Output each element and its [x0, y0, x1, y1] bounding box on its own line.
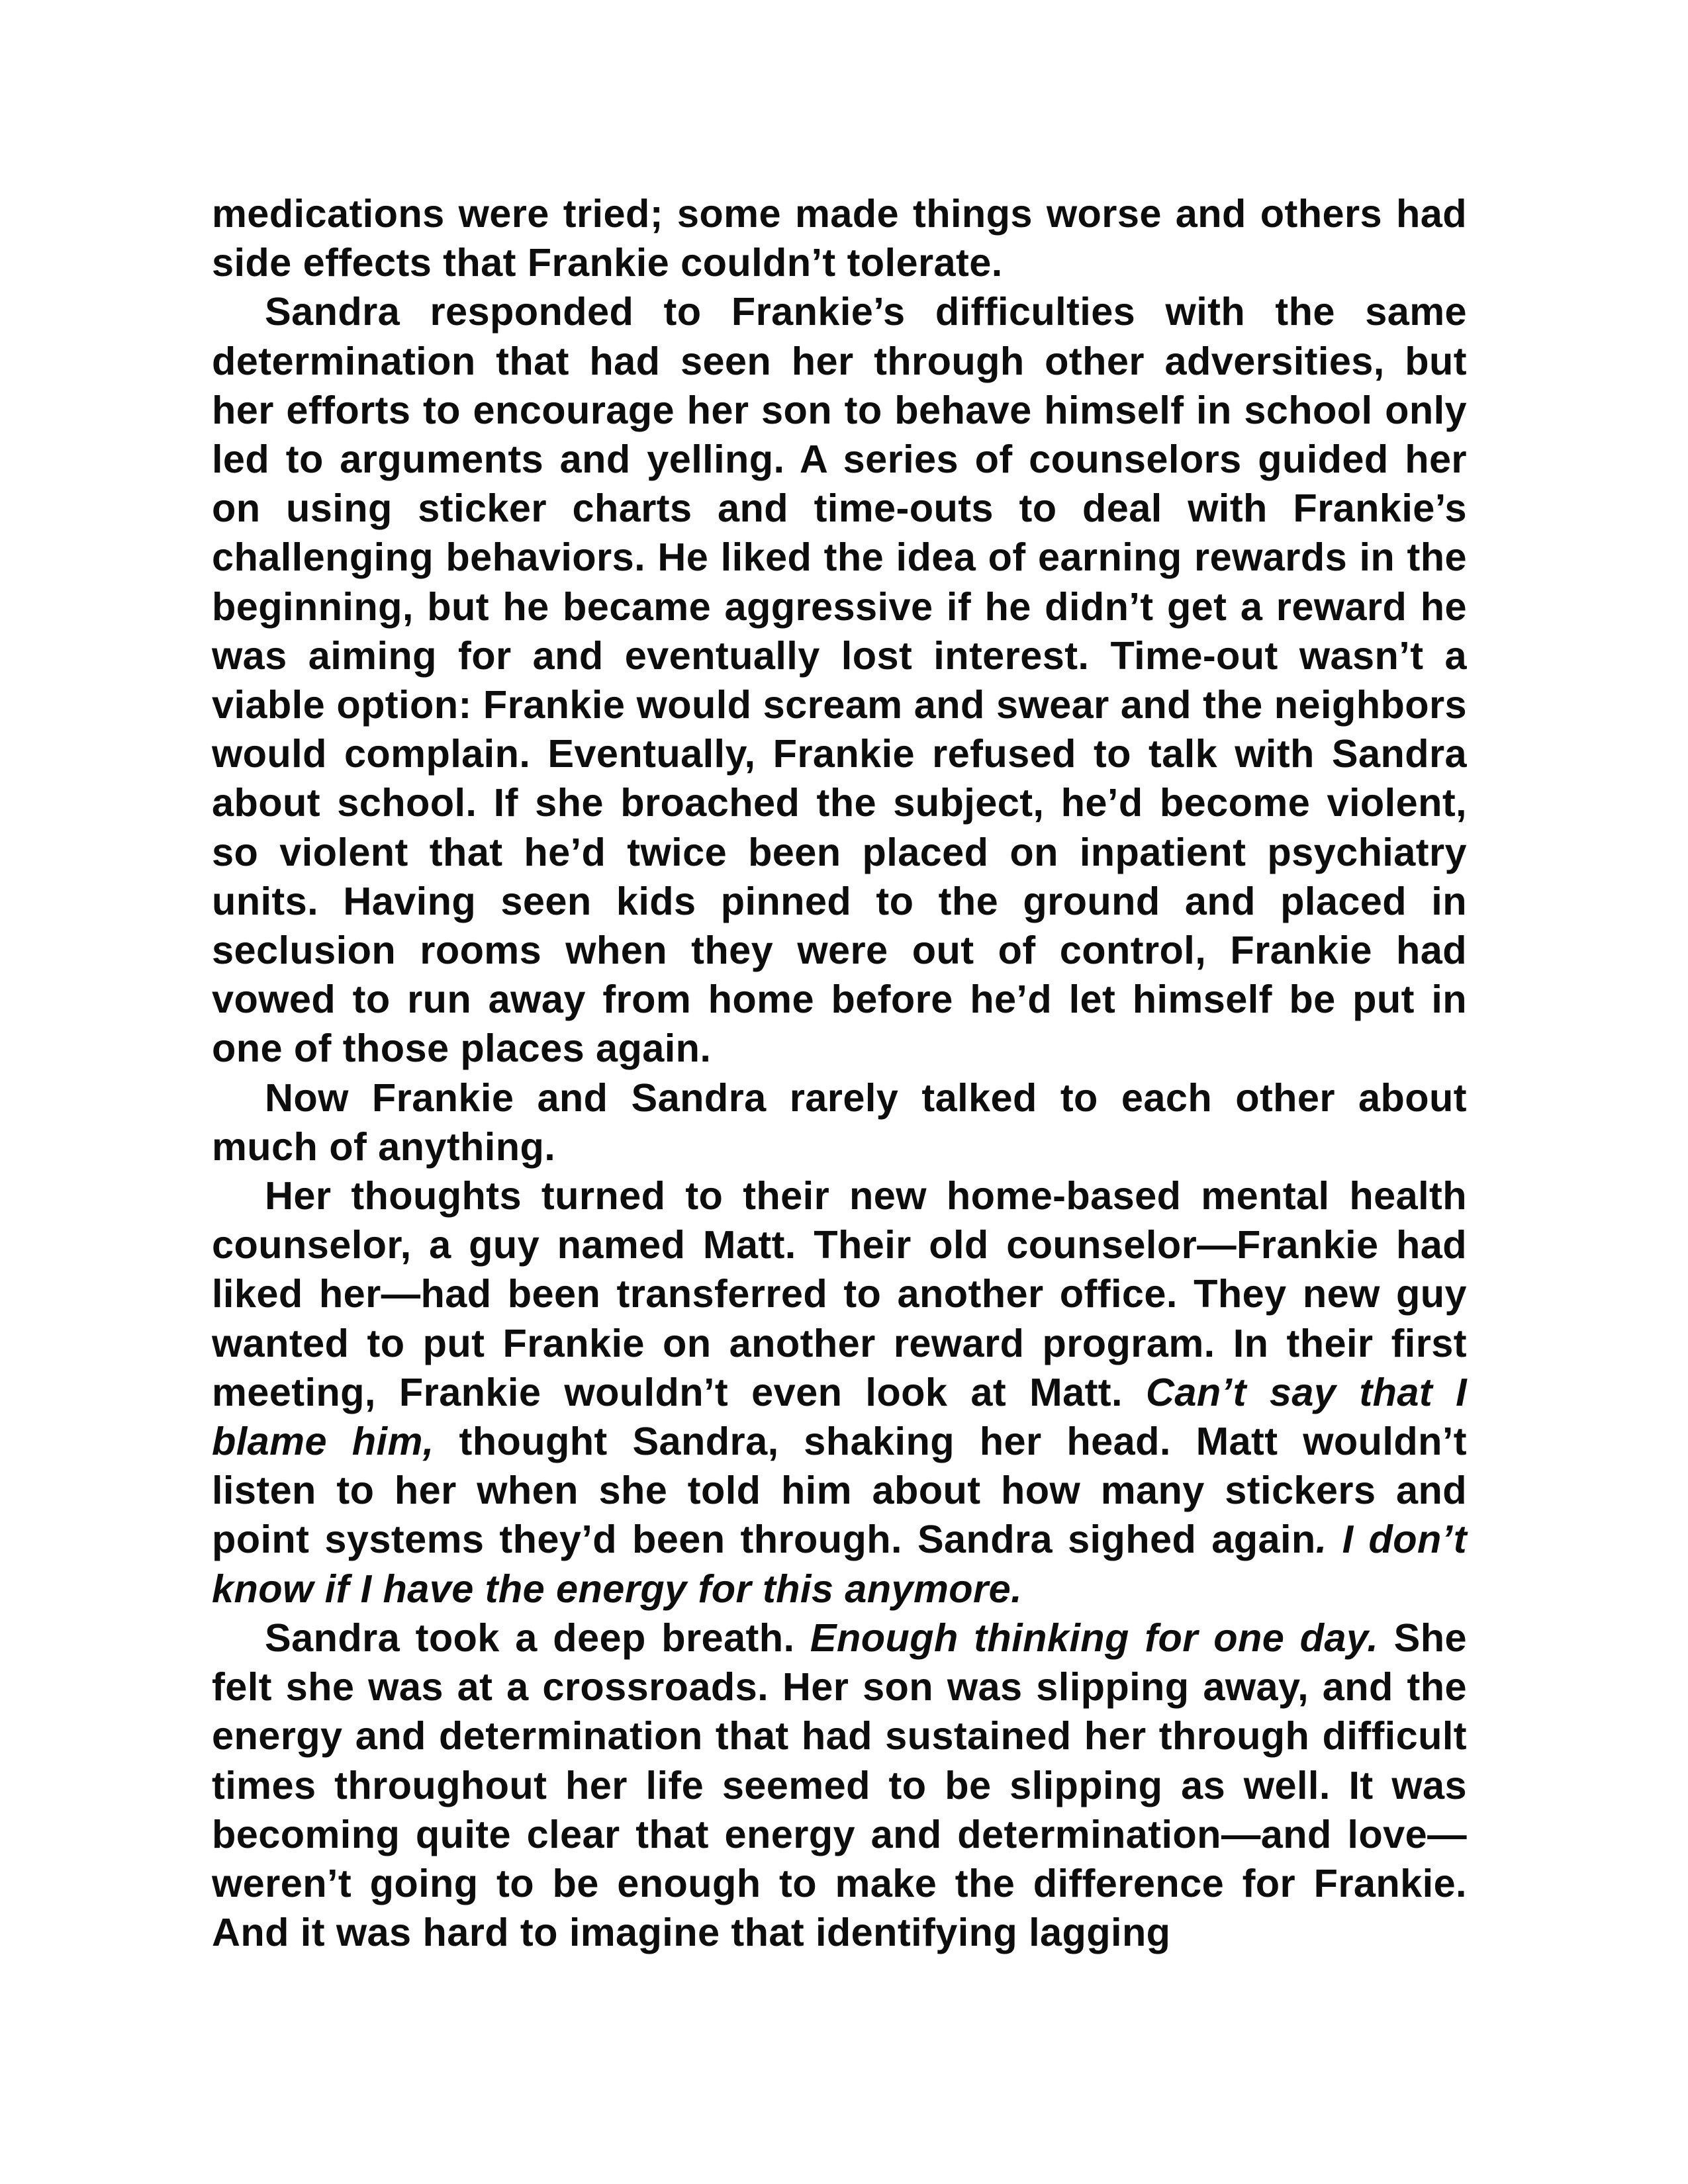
paragraph-4	[212, 1171, 1467, 1614]
paragraph-3-text: Now Frankie and Sandra rarely talked to each other about much of anything.	[212, 1075, 1467, 1169]
paragraph-5-text-a: Sandra took a deep breath.	[265, 1615, 810, 1660]
paragraph-4-text-a: Her thoughts turned to their new home-based mental health counselor, a guy named Matt. Their old counselor—Frankie had liked her—had been transferred to another office. They new guy wanted to put Frankie on another reward program. In their first meeting, Frankie wouldn’t even look at Matt.	[212, 1173, 1467, 1414]
paragraph-1-text: medications were tried; some made things worse and others had side effects that Frankie couldn’t tolerate.	[212, 191, 1467, 285]
paragraph-3	[212, 1073, 1467, 1171]
paragraph-5	[212, 1614, 1467, 1957]
paragraph-5-italic-a: Enough thinking for one day.	[810, 1615, 1379, 1660]
paragraph-2	[212, 287, 1467, 1073]
paragraph-2-text: Sandra responded to Frankie’s difficulties with the same determination that had seen her through other adversities, but her efforts to encourage her son to behave himself in school only led to arguments and yelling. A series of counselors guided her on using sticker charts and time-outs to deal with Frankie’s challenging behaviors. He liked the idea of earning rewards in the beginning, but he became aggressive if he didn’t get a reward he was aiming for and eventually lost interest. Time-out wasn’t a viable option: Frankie would scream and swear and the neighbors would complain. Eventually, Frankie refused to talk with Sandra about school. If she broached the subject, he’d become violent, so violent that he’d twice been placed on inpatient psychiatry units. Having seen kids pinned to the ground and placed in seclusion rooms when they were out of control, Frankie had vowed to run away from home before he’d let himself be put in one of those places again.	[212, 289, 1467, 1071]
paragraph-4-text-b: thought Sandra, shaking her head. Matt wouldn’t listen to her when she told him about how many stickers and point systems they’d been through. Sandra sighed again	[212, 1419, 1467, 1562]
paragraph-4-italic-b: . I don’t know if I have the energy for this anymore.	[212, 1517, 1467, 1611]
paragraph-4-italic-a: Can’t say that I blame him,	[212, 1369, 1467, 1464]
paragraph-5-text-b: She felt she was at a crossroads. Her son was slipping away, and the energy and determination that had sustained her through difficult times throughout her life seemed to be slipping as well. It was becoming quite clear that energy and determination—and love—weren’t going to be enough to make the difference for Frankie. And it was hard to imagine that identifying lagging	[212, 1615, 1467, 1955]
document-page	[212, 189, 1467, 1957]
paragraph-1	[212, 189, 1467, 287]
